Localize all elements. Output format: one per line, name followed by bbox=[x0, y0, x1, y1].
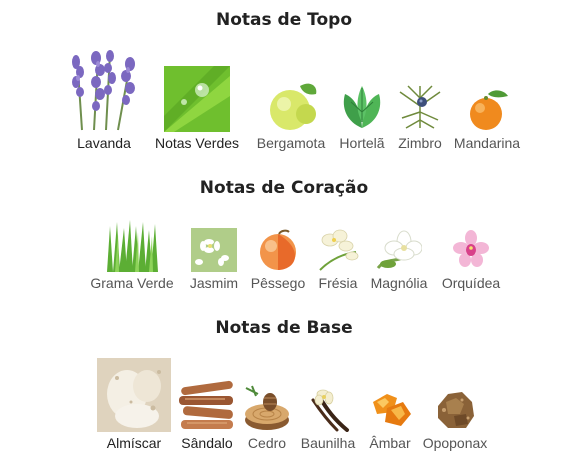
note-label: Bergamota bbox=[256, 135, 326, 151]
grass-icon bbox=[105, 220, 159, 272]
lavender-icon bbox=[64, 50, 144, 132]
mandarin-icon bbox=[464, 86, 510, 132]
note-label: Lavanda bbox=[77, 135, 131, 151]
note-cedro bbox=[240, 384, 294, 451]
mint-icon bbox=[337, 82, 387, 132]
jasmine-icon bbox=[191, 228, 237, 272]
note-ambar bbox=[362, 388, 418, 451]
note-pessego bbox=[246, 228, 310, 291]
section-title-heart: Notas de Coração bbox=[199, 178, 369, 198]
note-hortela bbox=[332, 82, 392, 151]
note-magnolia bbox=[364, 228, 434, 291]
note-notas-verdes bbox=[148, 66, 246, 151]
orchid-icon bbox=[449, 228, 493, 272]
note-sandalo bbox=[176, 376, 238, 451]
note-grama-verde bbox=[84, 220, 180, 291]
note-bergamota bbox=[250, 80, 332, 151]
note-label: Jasmim bbox=[189, 275, 239, 291]
note-orquidea bbox=[434, 228, 508, 291]
peach-icon bbox=[255, 228, 301, 272]
note-label: Mandarina bbox=[453, 135, 521, 151]
note-label: Opoponax bbox=[422, 435, 488, 451]
note-almiscar bbox=[96, 358, 172, 451]
note-label: Grama Verde bbox=[90, 275, 174, 291]
note-label: Magnólia bbox=[370, 275, 428, 291]
note-label: Sândalo bbox=[181, 435, 233, 451]
note-jasmim bbox=[182, 228, 246, 291]
note-label: Orquídea bbox=[441, 275, 501, 291]
note-zimbro bbox=[392, 82, 448, 151]
note-label: Almíscar bbox=[106, 435, 162, 451]
juniper-icon bbox=[396, 82, 444, 132]
note-opoponax bbox=[418, 386, 492, 451]
freesia-icon bbox=[316, 226, 360, 272]
note-fresia bbox=[312, 226, 364, 291]
musk-icon bbox=[97, 358, 171, 432]
note-label: Âmbar bbox=[369, 435, 411, 451]
amber-icon bbox=[367, 388, 413, 432]
note-label: Cedro bbox=[247, 435, 287, 451]
note-lavanda bbox=[62, 50, 146, 151]
section-title-top: Notas de Topo bbox=[215, 10, 353, 30]
note-label: Hortelã bbox=[339, 135, 385, 151]
note-label: Zimbro bbox=[398, 135, 442, 151]
note-label: Pêssego bbox=[250, 275, 306, 291]
opoponax-icon bbox=[432, 386, 478, 432]
sandalwood-icon bbox=[177, 376, 237, 432]
green-leaf-icon bbox=[164, 66, 230, 132]
note-label: Notas Verdes bbox=[154, 135, 240, 151]
magnolia-icon bbox=[376, 228, 422, 272]
note-label: Frésia bbox=[318, 275, 358, 291]
note-label: Baunilha bbox=[300, 435, 356, 451]
cedar-icon bbox=[242, 384, 292, 432]
bergamot-icon bbox=[264, 80, 318, 132]
vanilla-icon bbox=[305, 386, 351, 432]
note-mandarina bbox=[446, 86, 528, 151]
section-title-base: Notas de Base bbox=[215, 318, 353, 338]
note-baunilha bbox=[296, 386, 360, 451]
